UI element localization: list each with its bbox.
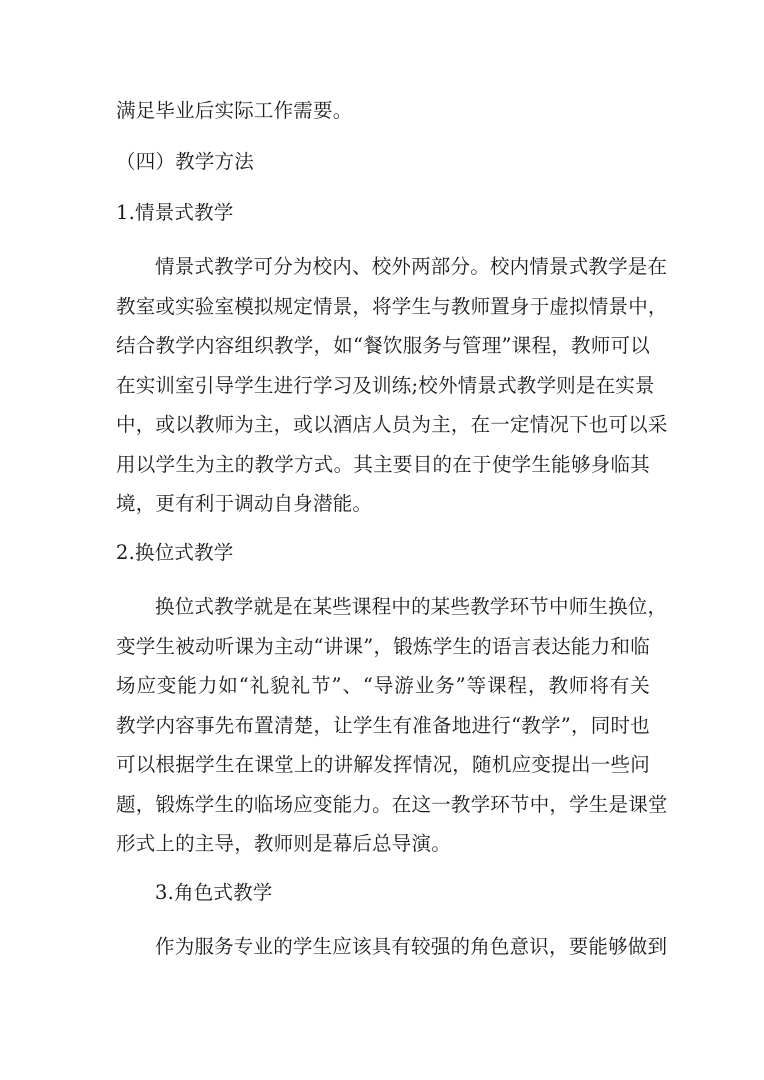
subheading-scenario-teaching: 1.情景式教学 xyxy=(116,201,234,224)
subheading-role-swap-teaching: 2.换位式教学 xyxy=(116,541,234,564)
paragraph-line: 情景式教学可分为校内、校外两部分。校内情景式教学是在 xyxy=(155,255,668,278)
paragraph-line: 教学内容事先布置清楚，让学生有准备地进行“教学”，同时也 xyxy=(116,713,650,737)
paragraph-line: 可以根据学生在课堂上的讲解发挥情况，随机应变提出一些问 xyxy=(116,753,650,776)
paragraph-line: 境，更有利于调动自身潜能。 xyxy=(116,492,373,515)
paragraph-line: 用以学生为主的教学方式。其主要目的在于使学生能够身临其 xyxy=(116,452,650,476)
section-heading-teaching-methods: （四）教学方法 xyxy=(116,150,254,173)
paragraph-role-play-teaching xyxy=(116,927,668,967)
paragraph-line: 形式上的主导，教师则是幕后总导演。 xyxy=(116,832,451,855)
paragraph-line: 场应变能力如“礼貌礼节”、“导游业务”等课程，教师将有关 xyxy=(116,674,650,697)
paragraph-line: 作为服务专业的学生应该具有较强的角色意识，要能够做到 xyxy=(155,935,668,958)
paragraph-line: 结合教学内容组织教学，如“餐饮服务与管理”课程，教师可以 xyxy=(116,334,650,357)
paragraph-line: 在实训室引导学生进行学习及训练;校外情景式教学则是在实景 xyxy=(116,373,655,397)
paragraph-scenario-teaching xyxy=(116,247,668,524)
paragraph-line: 变学生被动听课为主动“讲课”，锻炼学生的语言表达能力和临 xyxy=(116,634,650,658)
text-line-continuation: 满足毕业后实际工作需要。 xyxy=(116,99,353,122)
paragraph-line: 中，或以教师为主，或以酒店人员为主，在一定情况下也可以采 xyxy=(116,413,668,436)
paragraph-line: 题，锻炼学生的临场应变能力。在这一教学环节中，学生是课堂 xyxy=(116,792,668,816)
paragraph-role-swap-teaching xyxy=(116,587,668,864)
subheading-role-play-teaching: 3.角色式教学 xyxy=(155,881,273,904)
paragraph-line: 教室或实验室模拟规定情景，将学生与教师置身于虚拟情景中， xyxy=(116,294,668,318)
paragraph-line: 换位式教学就是在某些课程中的某些教学环节中师生换位， xyxy=(155,595,668,618)
